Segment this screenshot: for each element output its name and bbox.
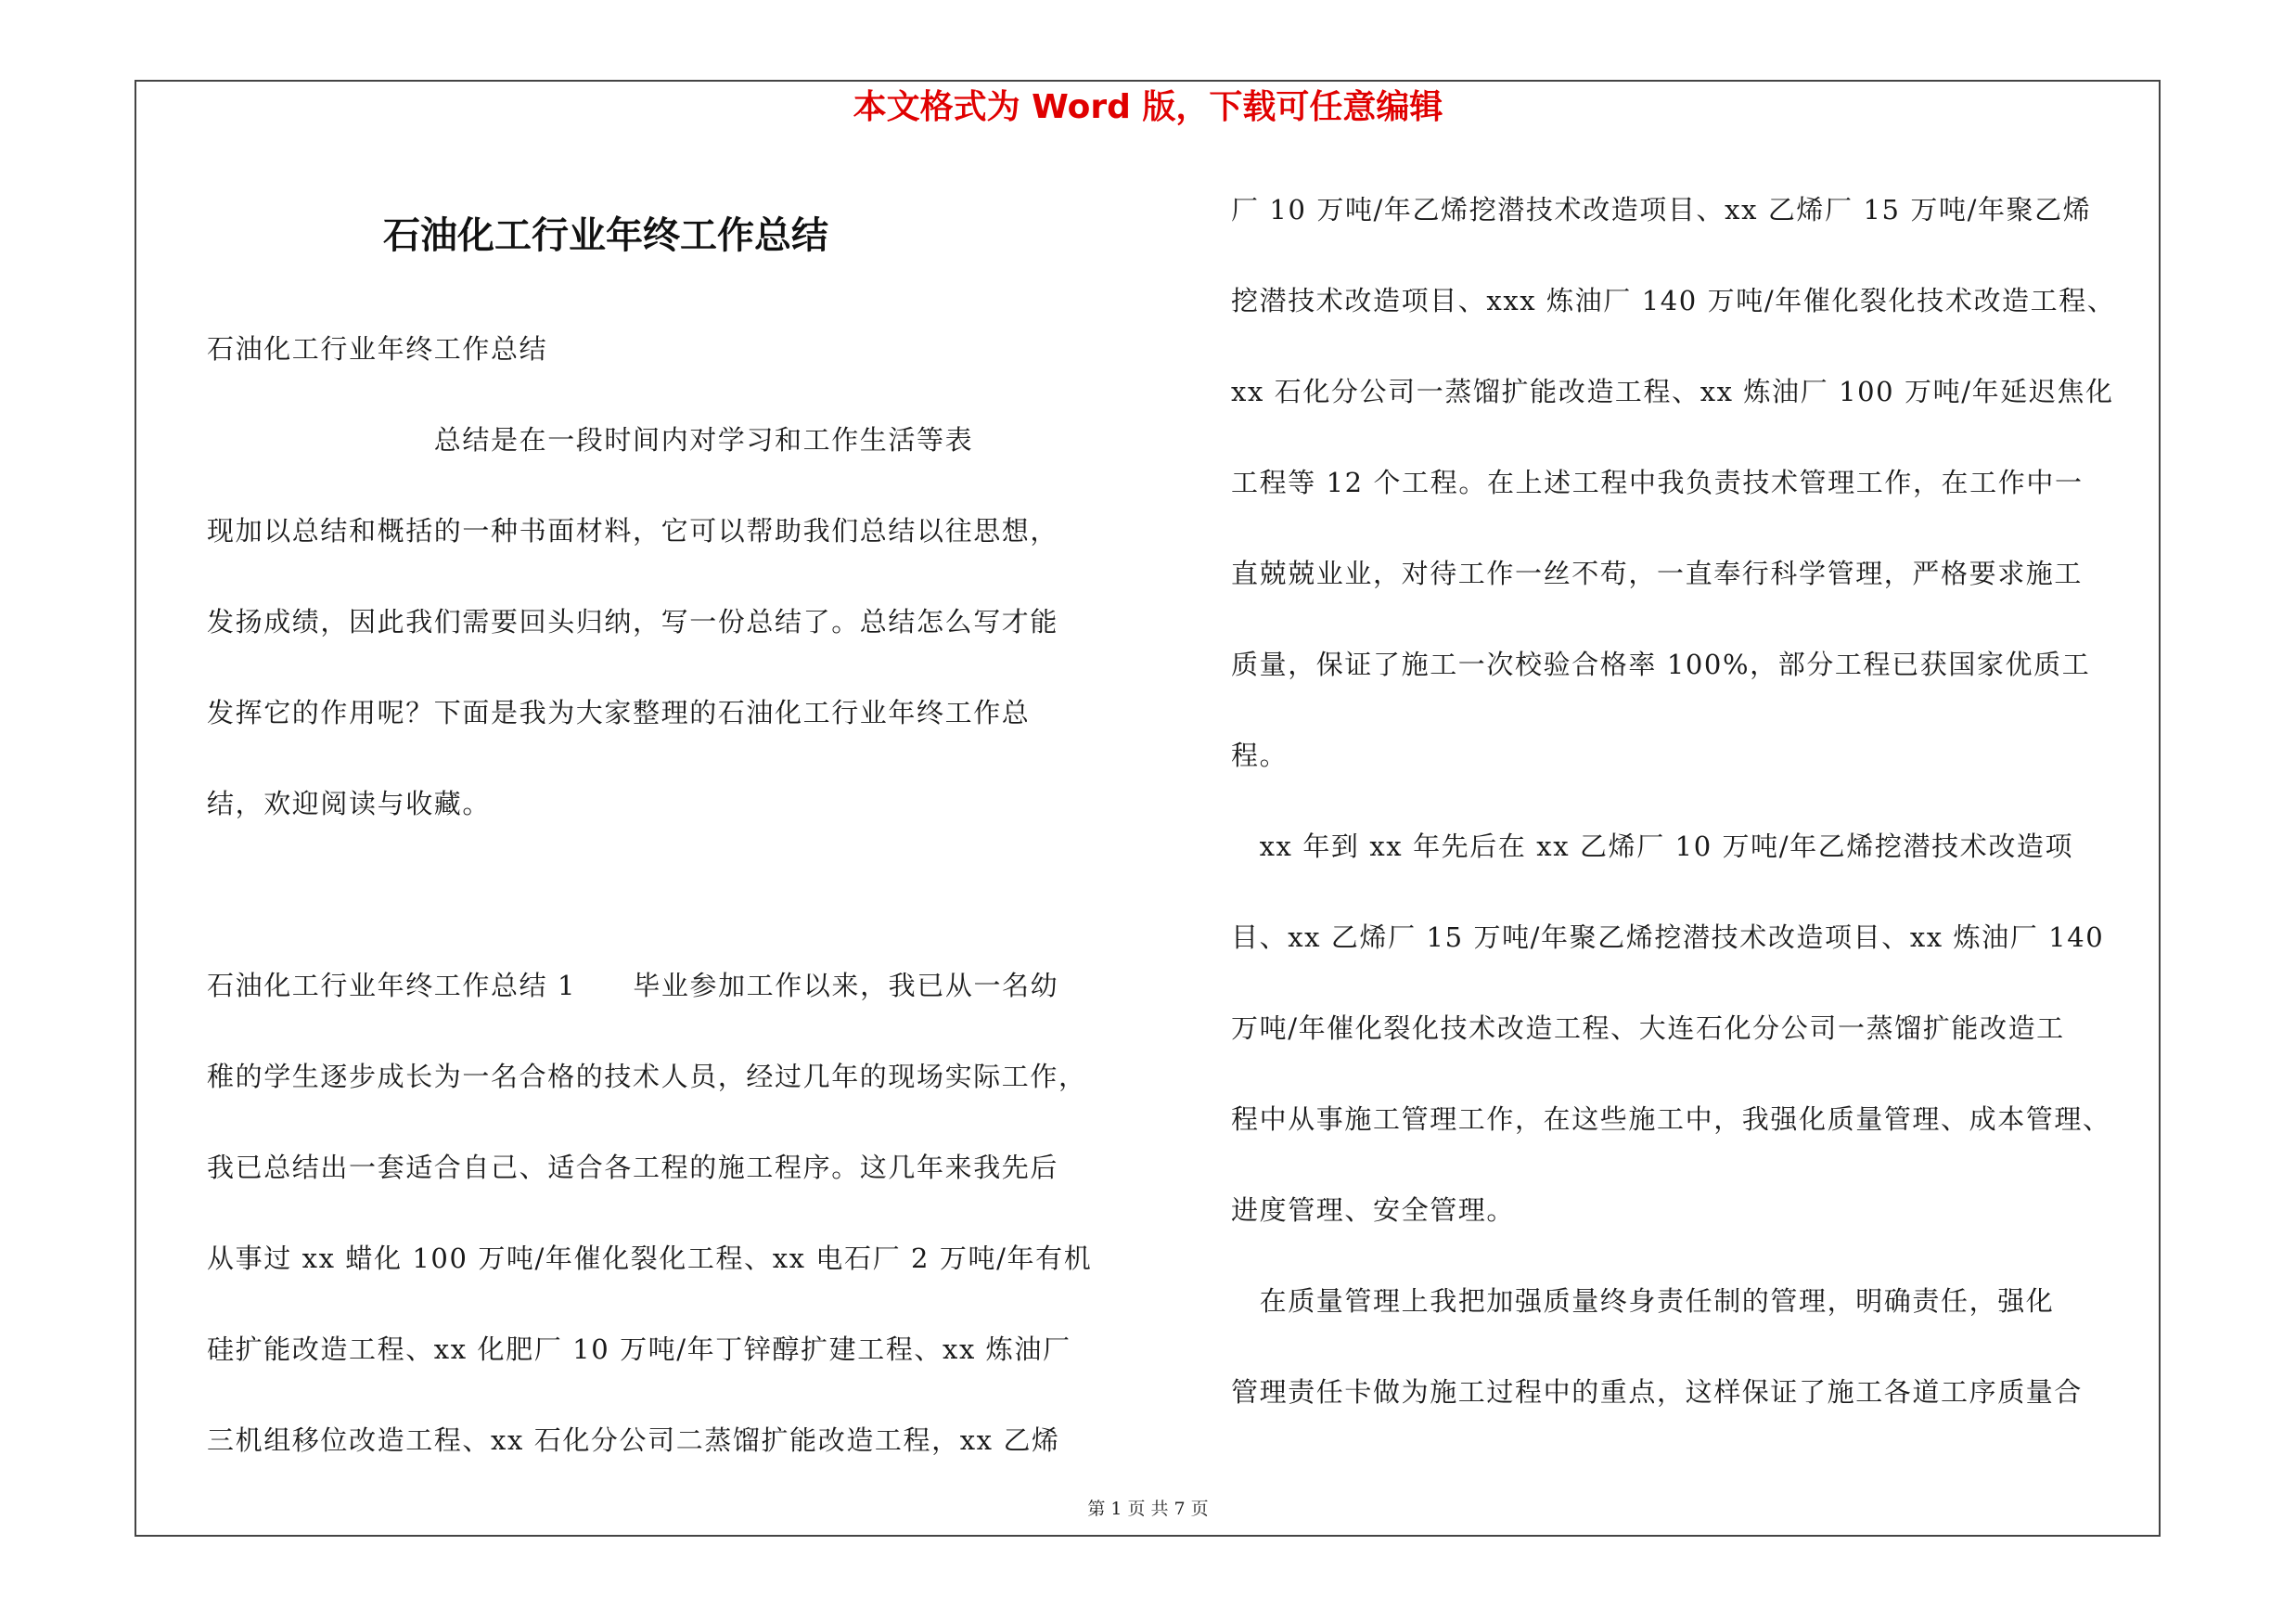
- format-banner: 本文格式为 Word 版，下载可任意编辑: [853, 88, 1443, 126]
- body-line: 直兢兢业业，对待工作一丝不苟，一直奉行科学管理，严格要求施工: [1231, 558, 2084, 589]
- body-line: 万吨/年催化裂化技术改造工程、大连石化分公司一蒸馏扩能改造工: [1231, 1012, 2065, 1044]
- body-line: 我已总结出一套适合自己、适合各工程的施工程序。这几年来我先后: [207, 1152, 1059, 1183]
- body-line: 挖潜技术改造项目、xxx 炼油厂 140 万吨/年催化裂化技术改造工程、: [1231, 285, 2116, 316]
- body-line: xx 石化分公司一蒸馏扩能改造工程、xx 炼油厂 100 万吨/年延迟焦化: [1231, 376, 2114, 407]
- body-line: 质量，保证了施工一次校验合格率 100%，部分工程已获国家优质工: [1231, 649, 2091, 680]
- body-line: 现加以总结和概括的一种书面材料，它可以帮助我们总结以往思想，: [207, 515, 1059, 547]
- subtitle-line: 石油化工行业年终工作总结: [207, 333, 548, 365]
- body-line: 工程等 12 个工程。在上述工程中我负责技术管理工作，在工作中一: [1231, 467, 2084, 498]
- body-line: 稚的学生逐步成长为一名合格的技术人员，经过几年的现场实际工作，: [207, 1061, 1087, 1092]
- body-line: 三机组移位改造工程、xx 石化分公司二蒸馏扩能改造工程，xx 乙烯: [207, 1424, 1060, 1456]
- body-line: 发挥它的作用呢？下面是我为大家整理的石油化工行业年终工作总: [207, 697, 1031, 728]
- body-line: 程。: [1231, 740, 1289, 771]
- page-number-footer: 第 1 页 共 7 页: [1087, 1499, 1209, 1519]
- body-line: 进度管理、安全管理。: [1231, 1194, 1516, 1226]
- body-line: 发扬成绩，因此我们需要回头归纳，写一份总结了。总结怎么写才能: [207, 606, 1059, 638]
- document-title: 石油化工行业年终工作总结: [383, 214, 828, 257]
- body-line: 总结是在一段时间内对学习和工作生活等表: [207, 424, 974, 456]
- body-line: xx 年到 xx 年先后在 xx 乙烯厂 10 万吨/年乙烯挖潜技术改造项: [1231, 831, 2074, 862]
- body-line: 在质量管理上我把加强质量终身责任制的管理，明确责任，强化: [1231, 1285, 2055, 1317]
- body-line: 从事过 xx 蜡化 100 万吨/年催化裂化工程、xx 电石厂 2 万吨/年有机: [207, 1243, 1093, 1274]
- body-line: 程中从事施工管理工作，在这些施工中，我强化质量管理、成本管理、: [1231, 1103, 2111, 1135]
- body-line: 目、xx 乙烯厂 15 万吨/年聚乙烯挖潜技术改造项目、xx 炼油厂 140: [1231, 921, 2105, 953]
- section-heading-line: 石油化工行业年终工作总结 1 毕业参加工作以来，我已从一名幼: [207, 970, 1059, 1001]
- body-line: 硅扩能改造工程、xx 化肥厂 10 万吨/年丁锌醇扩建工程、xx 炼油厂: [207, 1333, 1071, 1365]
- body-line: 结，欢迎阅读与收藏。: [207, 788, 492, 819]
- body-line: 管理责任卡做为施工过程中的重点，这样保证了施工各道工序质量合: [1231, 1376, 2084, 1408]
- body-line: 厂 10 万吨/年乙烯挖潜技术改造项目、xx 乙烯厂 15 万吨/年聚乙烯: [1231, 194, 2092, 225]
